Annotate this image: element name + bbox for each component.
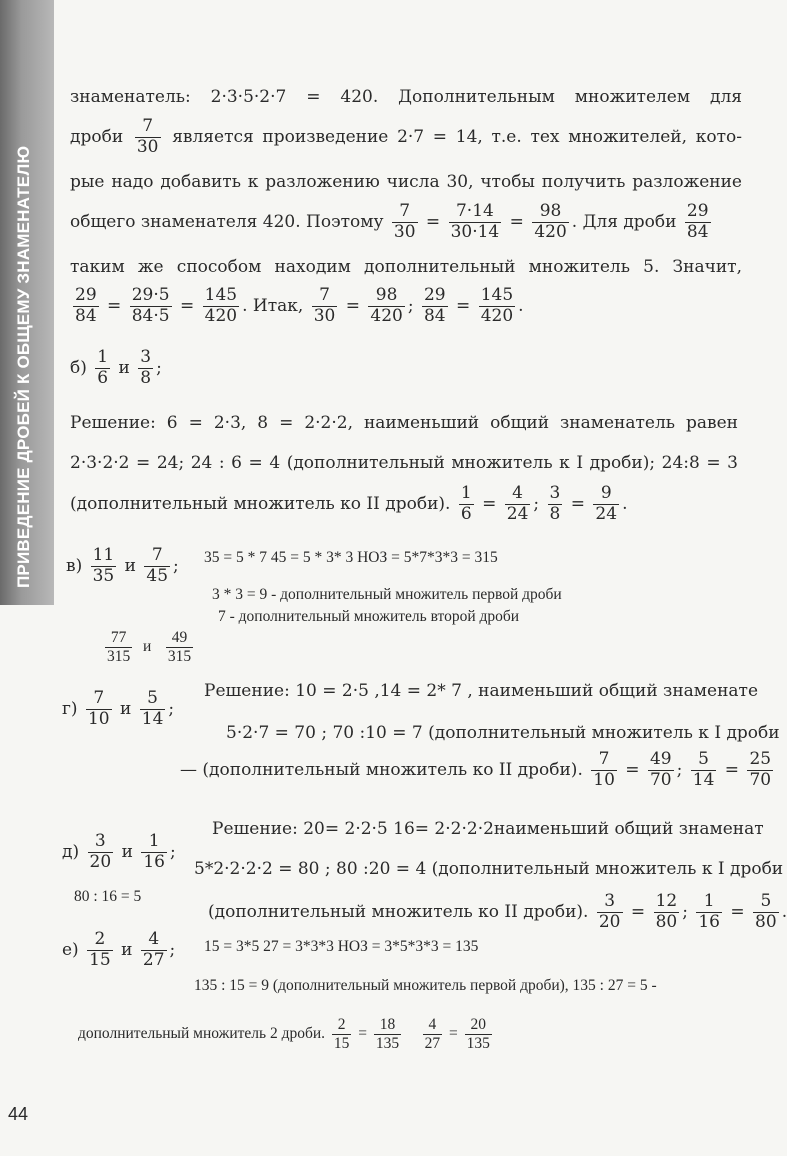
task-g-solution-1: Решение: 10 = 2·5 ,14 = 2* 7 , наименьший общий знаменате [204, 681, 759, 701]
task-d-solution-2: 5*2·2·2·2 = 80 ; 80 :20 = 4 (дополнительный множитель к I дроби [194, 859, 784, 879]
task-b-solution-3: (дополнительный множитель ко II дроби). $\frac{1}{6}$ = $\frac{4}{24}$ ; $\frac{3}{8}$ = $\frac{9}{24}$ . [70, 483, 628, 524]
side-banner [0, 0, 54, 605]
task-d-solution-3: (дополнительный множитель ко II дроби). $\frac{3}{20}$ = $\frac{12}{80}$ ; $\frac{1}{16}$ = $\frac{5}{80}$ . [208, 891, 787, 932]
intro-line-6: $\frac{29}{84}$ = $\frac{29\cdot 5}{84\cdot 5}$ = $\frac{145}{420}$ . Итак, $\frac{7}{30}$ = $\frac{98}{420}$ ; $\frac{29}{84}$ = $\frac{145}{420}$ . [75, 285, 524, 326]
task-v-header: в) $\frac{11}{35}$ и $\frac{7}{45}$ ; [66, 545, 179, 586]
intro-line-5: таким же способом находим дополнительный множитель 5. Значит, [70, 257, 742, 277]
task-e-work-2: 135 : 15 = 9 (дополнительный множитель первой дроби), 135 : 27 = 5 - [194, 977, 657, 994]
task-d-solution-1: Решение: 20= 2·2·5 16= 2·2·2·2наименьший общий знаменат [212, 819, 764, 839]
task-v-work-1: 35 = 5 * 7 45 = 5 * 3* 3 НОЗ = 5*7*3*3 = 315 [204, 549, 498, 566]
intro-line-1: знаменатель: 2·3·5·2·7 = 420. Дополнительным множителем для [70, 87, 742, 107]
side-title: ПРИВЕДЕНИЕ ДРОБЕЙ К ОБЩЕМУ ЗНАМЕНАТЕЛЮ [14, 145, 33, 588]
task-e-header: е) $\frac{2}{15}$ и $\frac{4}{27}$ ; [62, 929, 176, 970]
task-e-work-1: 15 = 3*5 27 = 3*3*3 НОЗ = 3*5*3*3 = 135 [204, 938, 479, 955]
task-b-header: б) $\frac{1}{6}$ и $\frac{3}{8}$ ; [70, 347, 162, 388]
task-v-work-3: 7 - дополнительный множитель второй дроби [218, 608, 520, 625]
task-v-answer: $\frac{77}{315}$ и $\frac{49}{315}$ [107, 629, 192, 665]
task-b-solution-1: Решение: 6 = 2·3, 8 = 2·2·2, наименьший общий знаменатель равен [70, 413, 738, 433]
task-g-header: г) $\frac{7}{10}$ и $\frac{5}{14}$ ; [62, 688, 175, 729]
task-g-solution-2: 5·2·7 = 70 ; 70 :10 = 7 (дополнительный множитель к I дроби [226, 723, 780, 743]
fraction-7-30: $\frac{7}{30}$ [136, 116, 159, 157]
task-d-aside: 80 : 16 = 5 [74, 888, 142, 905]
intro-line-4: общего знаменателя 420. Поэтому $\frac{7}{30}$ = $\frac{7\cdot 14}{30\cdot 14}$ = $\frac{98}{420}$ . Для дроби $\frac{29}{84}$ [70, 201, 709, 242]
page-number: 44 [8, 1104, 29, 1124]
intro-line-3: рые надо добавить к разложению числа 30, чтобы получить разложение [70, 172, 742, 192]
intro-line-2: дроби $\frac{7}{30}$ является произведение 2·7 = 14, т.е. тех множителей, кото- [70, 116, 742, 157]
task-b-solution-2: 2·3·2·2 = 24; 24 : 6 = 4 (дополнительный множитель к I дроби); 24:8 = 3 [70, 453, 738, 473]
task-g-solution-3: — (дополнительный множитель ко II дроби). $\frac{7}{10}$ = $\frac{49}{70}$ ; $\frac{5}{14}$ = $\frac{25}{70}$ [180, 749, 772, 790]
task-e-answer: дополнительный множитель 2 дроби. $\frac{2}{15}$ = $\frac{18}{135}$ $\frac{4}{27}$ = $\frac{20}{135}$ [78, 1016, 490, 1052]
task-d-header: д) $\frac{3}{20}$ и $\frac{1}{16}$ ; [62, 831, 176, 872]
task-v-work-2: 3 * 3 = 9 - дополнительный множитель первой дроби [212, 586, 562, 603]
